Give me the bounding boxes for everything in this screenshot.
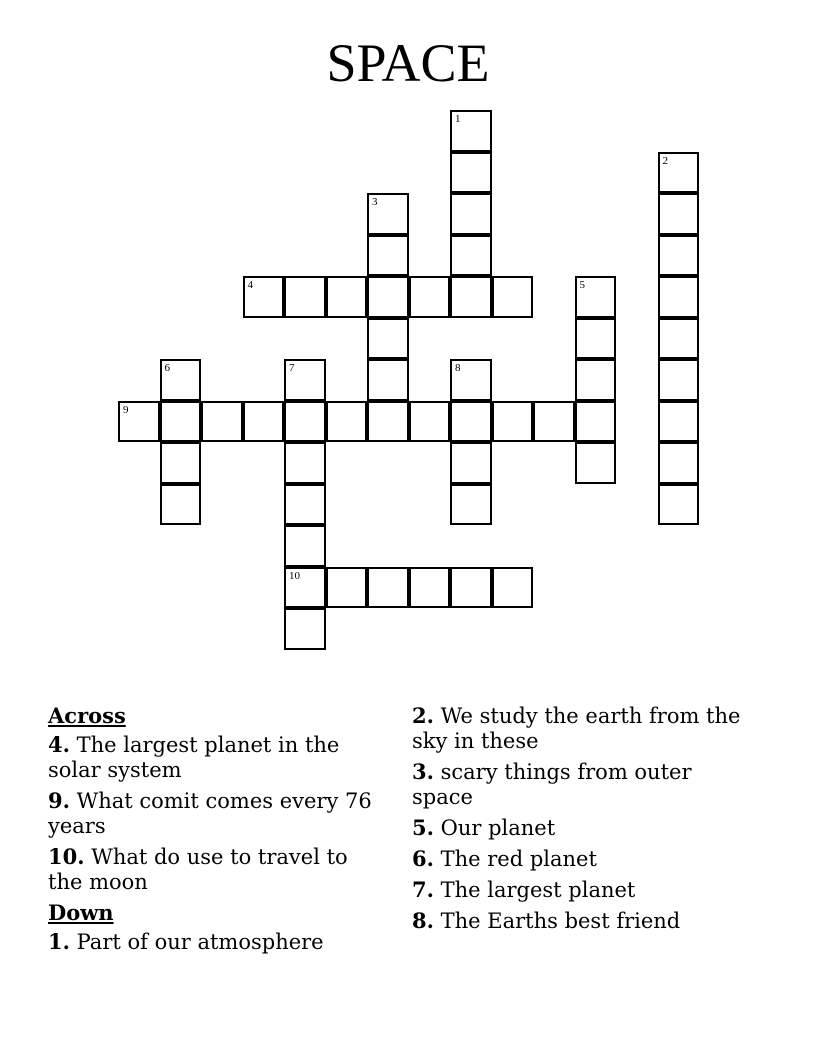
clue-text: scary things from outer space — [412, 760, 692, 809]
clue-text: What do use to travel to the moon — [48, 845, 348, 894]
clue-number: 5. — [412, 815, 434, 840]
crossword-cell[interactable] — [450, 276, 492, 318]
clue-number: 3. — [412, 759, 434, 784]
cell-number: 5 — [579, 279, 585, 291]
crossword-cell[interactable] — [284, 276, 326, 318]
crossword-cell[interactable] — [658, 401, 700, 443]
crossword-cell[interactable] — [450, 484, 492, 526]
clue-number: 1. — [48, 929, 70, 954]
clue-text: The red planet — [440, 847, 597, 871]
cell-number: 1 — [455, 113, 461, 125]
clue-number: 9. — [48, 788, 70, 813]
clue-down-6 — [412, 846, 742, 872]
crossword-cell[interactable] — [658, 442, 700, 484]
crossword-cell[interactable] — [575, 318, 617, 360]
clue-text: Part of our atmosphere — [76, 930, 324, 954]
across-heading: Across — [48, 703, 126, 728]
crossword-cell[interactable] — [492, 276, 534, 318]
cell-number: 6 — [164, 362, 170, 374]
clue-down-3 — [412, 759, 742, 810]
crossword-cell[interactable] — [284, 567, 326, 609]
crossword-cell[interactable] — [160, 359, 202, 401]
clue-text: Our planet — [440, 816, 556, 840]
crossword-cell[interactable] — [367, 567, 409, 609]
clue-number: 6. — [412, 846, 434, 871]
crossword-cell[interactable] — [284, 608, 326, 650]
crossword-cell[interactable] — [160, 401, 202, 443]
clue-down-1 — [48, 929, 378, 955]
clue-down-7 — [412, 877, 742, 903]
crossword-cell[interactable] — [450, 110, 492, 152]
crossword-cell[interactable] — [575, 401, 617, 443]
clue-number: 4. — [48, 732, 70, 757]
clue-number: 2. — [412, 703, 434, 728]
crossword-cell[interactable] — [367, 318, 409, 360]
crossword-cell[interactable] — [284, 442, 326, 484]
crossword-cell[interactable] — [367, 401, 409, 443]
crossword-cell[interactable] — [409, 567, 451, 609]
crossword-cell[interactable] — [575, 276, 617, 318]
clue-down-8 — [412, 908, 742, 934]
crossword-cell[interactable] — [201, 401, 243, 443]
clue-text: The largest planet — [440, 878, 636, 902]
clue-text: The largest planet in the solar system — [48, 733, 340, 782]
crossword-cell[interactable] — [492, 567, 534, 609]
crossword-cell[interactable] — [367, 235, 409, 277]
clue-across-9 — [48, 788, 378, 839]
clues-column-right — [412, 703, 742, 939]
cell-number: 10 — [289, 569, 300, 582]
cell-number: 4 — [247, 279, 253, 291]
clue-text: We study the earth from the sky in these — [412, 704, 741, 753]
crossword-cell[interactable] — [450, 152, 492, 194]
crossword-cell[interactable] — [450, 235, 492, 277]
clue-text: The Earths best friend — [440, 909, 681, 933]
crossword-cell[interactable] — [160, 484, 202, 526]
crossword-cell[interactable] — [575, 442, 617, 484]
crossword-cell[interactable] — [658, 484, 700, 526]
down-heading: Down — [48, 900, 114, 925]
crossword-cell[interactable] — [284, 359, 326, 401]
clue-text: What comit comes every 76 years — [48, 789, 372, 838]
crossword-cell[interactable] — [658, 152, 700, 194]
crossword-cell[interactable] — [160, 442, 202, 484]
crossword-cell[interactable] — [118, 401, 160, 443]
crossword-cell[interactable] — [492, 401, 534, 443]
crossword-cell[interactable] — [658, 318, 700, 360]
cell-number: 3 — [372, 196, 378, 208]
clue-down-2 — [412, 703, 742, 754]
clue-number: 10. — [48, 844, 85, 869]
crossword-cell[interactable] — [450, 442, 492, 484]
clue-down-5 — [412, 815, 742, 841]
crossword-cell[interactable] — [243, 276, 285, 318]
page-title: SPACE — [326, 33, 490, 93]
cell-number: 9 — [123, 403, 129, 416]
crossword-cell[interactable] — [284, 484, 326, 526]
clue-across-10 — [48, 844, 378, 895]
crossword-cell[interactable] — [658, 235, 700, 277]
crossword-cell[interactable] — [367, 359, 409, 401]
crossword-cell[interactable] — [658, 359, 700, 401]
crossword-cell[interactable] — [450, 359, 492, 401]
crossword-cell[interactable] — [450, 193, 492, 235]
crossword-cell[interactable] — [367, 276, 409, 318]
crossword-cell[interactable] — [409, 276, 451, 318]
clue-number: 7. — [412, 877, 434, 902]
crossword-cell[interactable] — [450, 401, 492, 443]
crossword-cell[interactable] — [243, 401, 285, 443]
crossword-cell[interactable] — [533, 401, 575, 443]
clue-across-4 — [48, 732, 378, 783]
crossword-cell[interactable] — [367, 193, 409, 235]
cell-number: 2 — [662, 154, 668, 167]
crossword-cell[interactable] — [326, 276, 368, 318]
crossword-cell[interactable] — [326, 401, 368, 443]
crossword-cell[interactable] — [284, 401, 326, 443]
clue-number: 8. — [412, 908, 434, 933]
cell-number: 8 — [455, 362, 461, 374]
crossword-cell[interactable] — [326, 567, 368, 609]
crossword-cell[interactable] — [284, 525, 326, 567]
crossword-cell[interactable] — [409, 401, 451, 443]
crossword-cell[interactable] — [575, 359, 617, 401]
crossword-cell[interactable] — [450, 567, 492, 609]
crossword-cell[interactable] — [658, 193, 700, 235]
cell-number: 7 — [289, 362, 295, 374]
crossword-cell[interactable] — [658, 276, 700, 318]
clues-column-left — [48, 703, 378, 960]
